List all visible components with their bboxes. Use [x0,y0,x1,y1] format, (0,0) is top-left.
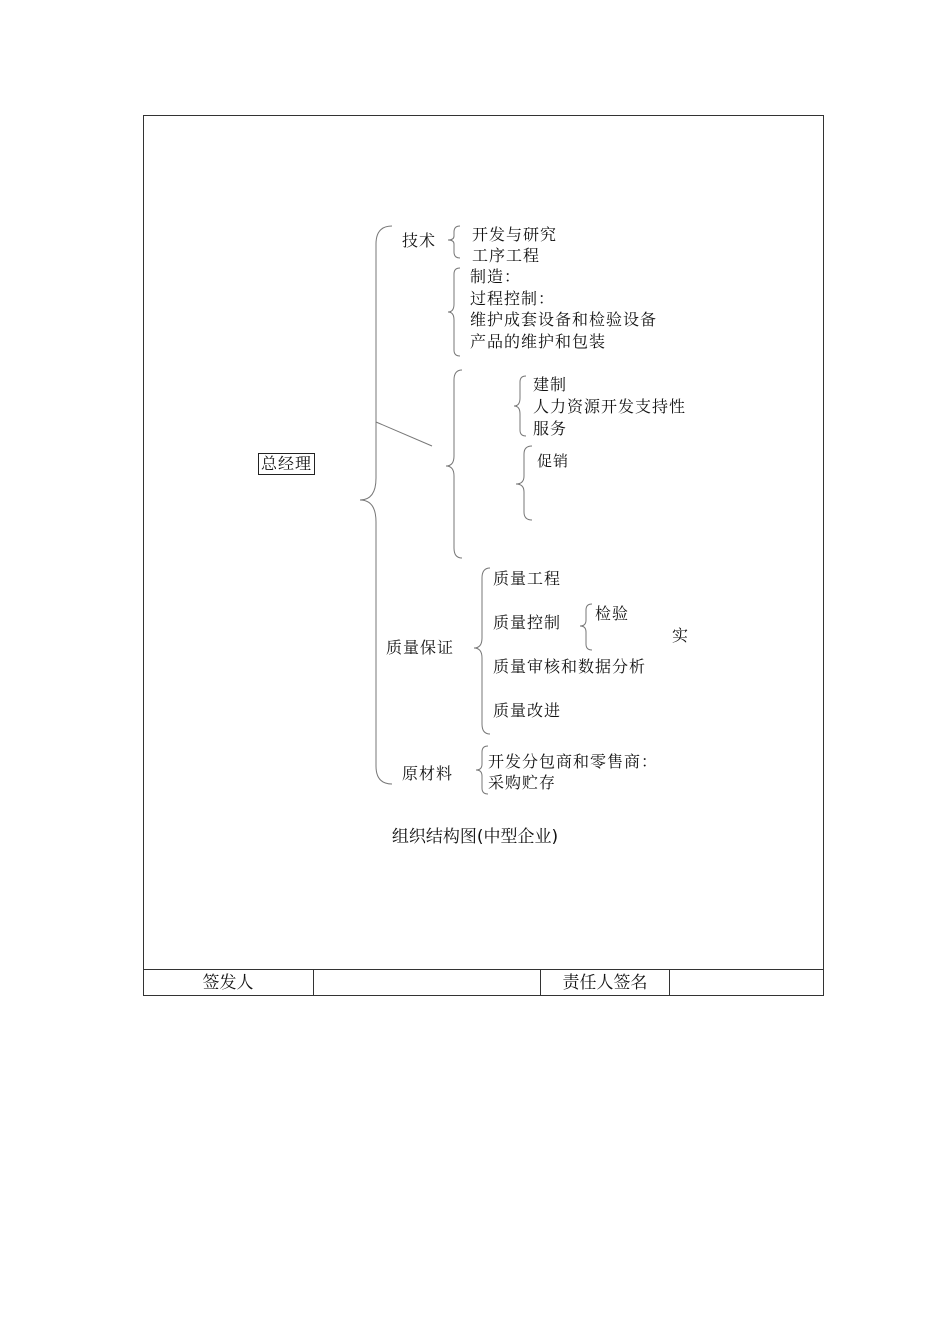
responsible-signature-field[interactable] [669,970,823,996]
marketing-brace [516,446,532,520]
responsible-label: 责任人签名 [540,970,669,996]
node-manufacturing-4: 产品的维护和包装 [470,332,607,351]
node-manufacturing-3: 维护成套设备和检验设备 [470,310,658,329]
root-node-general-manager: 总经理 [258,453,315,475]
node-tech-item-2: 工序工程 [472,246,541,265]
node-hr-2: 人力资源开发支持性 [533,397,687,416]
node-hr-1: 建制 [533,375,568,394]
node-quality-item-1: 质量工程 [493,569,562,588]
node-materials: 原材料 [402,764,454,783]
node-quality-control-sub: 检验 [595,604,630,623]
middle-brace [446,370,462,558]
issuer-field[interactable] [313,970,540,996]
node-manufacturing-2: 过程控制： [470,289,556,308]
node-materials-item-1: 开发分包商和零售商： [488,752,659,771]
tech-brace [448,226,460,258]
node-hr-3: 服务 [533,419,568,438]
signature-row [143,969,824,996]
node-quality-item-4: 质量改进 [493,701,562,720]
node-quality-item-2: 质量控制 [493,613,562,632]
quality-brace [474,568,490,734]
node-manufacturing-1: 制造： [470,267,522,286]
quality-control-brace [580,604,592,650]
materials-brace [476,746,488,794]
node-marketing-1: 促销 [537,452,570,470]
issuer-label: 签发人 [202,973,254,993]
diagonal-branch [376,422,432,446]
node-materials-item-2: 采购贮存 [488,773,557,792]
node-tech: 技术 [402,231,437,250]
manufacturing-brace [448,268,460,356]
node-tech-item-1: 开发与研究 [472,225,558,244]
node-quality: 质量保证 [386,638,455,657]
node-quality-item-3: 质量审核和数据分析 [493,657,647,676]
diagram-caption: 组织结构图(中型企业) [391,827,559,847]
hr-brace [514,376,526,436]
main-brace [360,226,392,784]
node-quality-clipped-text: 实 [672,626,689,645]
node-quality-clipped [672,626,696,651]
